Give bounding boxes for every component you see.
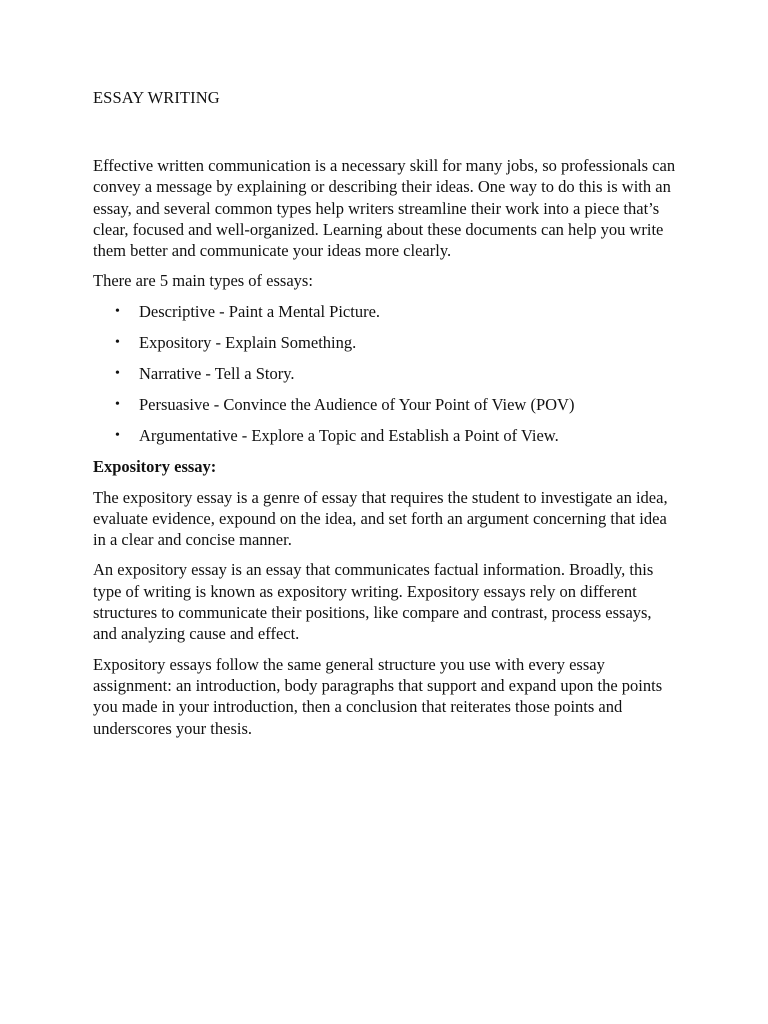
list-item (93, 363, 678, 384)
list-item-text: Descriptive - Paint a Mental Picture. (139, 301, 381, 321)
bullet-icon: • (115, 428, 120, 444)
bullet-icon: • (115, 365, 120, 381)
list-item-text: Expository - Explain Something. (139, 332, 357, 352)
list-item (93, 394, 678, 415)
body-paragraph: An expository essay is an essay that communicates factual information. Broadly, this type of writing is known as expository writing. Expository essays rely on different structures to communicate their positions, like compare and contrast, process essays, and analyzing cause and effect. (93, 560, 654, 644)
intro-paragraph: Effective written communication is a necessary skill for many jobs, so professionals can convey a message by explaining or describing their ideas. One way to do this is with an essay, and several common types help writers streamline their work into a piece that’s clear, focused and well-organized. Learning about these documents can help you write them better and communicate your ideas more clearly. (93, 156, 676, 261)
list-item-text: Narrative - Tell a Story. (139, 363, 295, 383)
document-title: ESSAY WRITING (93, 88, 220, 107)
list-item (93, 425, 678, 446)
list-item (93, 301, 678, 322)
list-item-text: Persuasive - Convince the Audience of Your Point of View (POV) (139, 395, 575, 415)
bullet-icon: • (115, 303, 120, 319)
body-paragraph: The expository essay is a genre of essay that requires the student to investigate an idea, evaluate evidence, expound on the idea, and set forth an argument concerning that idea in a clear and concise manner. (93, 487, 668, 550)
body-paragraph: Expository essays follow the same general structure you use with every essay assignment: an introduction, body paragraphs that support and expand upon the points you made in your introduction, then a conclusion that reiterates those points and underscores your thesis. (93, 654, 663, 738)
types-intro-text: There are 5 main types of essays: (93, 271, 313, 291)
section-heading: Expository essay: (93, 457, 217, 477)
essay-types-list (93, 301, 678, 447)
bullet-icon: • (115, 334, 120, 350)
list-item (93, 332, 678, 353)
bullet-icon: • (115, 397, 120, 413)
list-item-text: Argumentative - Explore a Topic and Establish a Point of View. (139, 426, 559, 446)
